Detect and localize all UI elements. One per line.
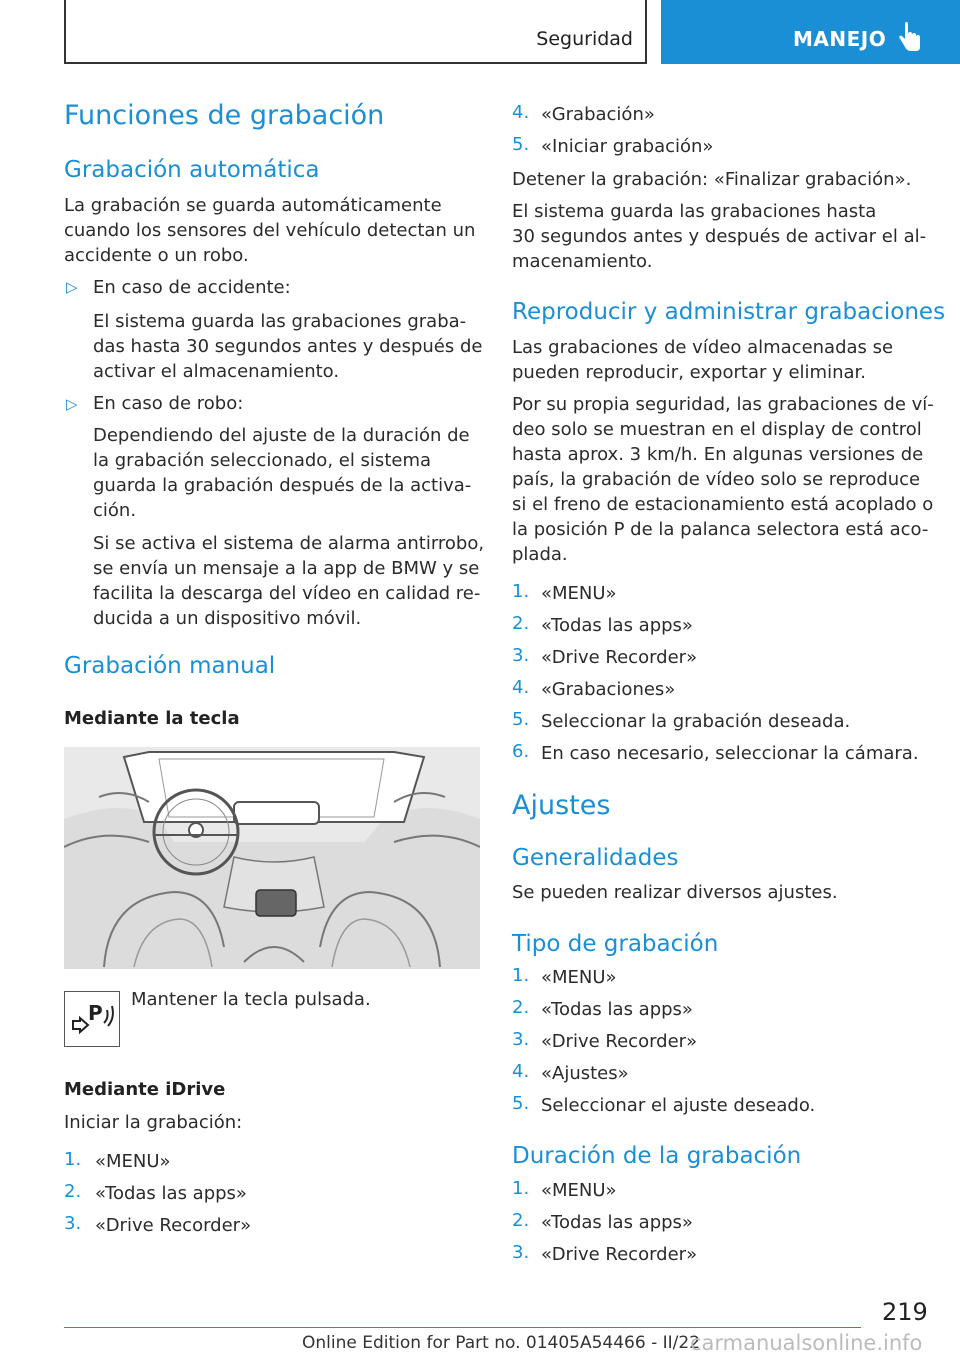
- dur-heading: Duración de la grabación: [512, 1143, 802, 1169]
- bullet-accident: En caso de accidente:: [93, 277, 291, 298]
- robbery-text: Dependiendo del ajuste de la duración de la grabación seleccionado, el sistema guarda la grabación después de la activa- ción.: [93, 425, 472, 521]
- watermark: carmanualsonline.info: [690, 1331, 923, 1355]
- sub-idrive: Mediante iDrive: [64, 1079, 226, 1100]
- step-number: 2.: [512, 1210, 530, 1231]
- step-text: «MENU»: [95, 1151, 171, 1172]
- general-heading: Generalidades: [512, 845, 679, 871]
- triangle-bullet-icon: ▷: [66, 395, 78, 413]
- step-text: «Drive Recorder»: [541, 1244, 698, 1265]
- step-number: 3.: [512, 1029, 530, 1050]
- section-tab: [64, 0, 647, 64]
- play-heading: Reproducir y administrar grabaciones: [512, 299, 946, 325]
- step-number: 5.: [512, 134, 530, 155]
- manual-heading: Grabación manual: [64, 653, 276, 679]
- step-number: 1.: [512, 965, 530, 986]
- edition-text: Online Edition for Part no. 01405A54466 - II/22: [302, 1333, 701, 1353]
- chapter-label: MANEJO: [793, 27, 887, 51]
- drive-recorder-button-icon: [64, 991, 120, 1047]
- svg-text:P: P: [88, 1001, 103, 1025]
- section-label: Seguridad: [536, 28, 633, 50]
- step-number: 3.: [512, 1242, 530, 1263]
- icon-note: Mantener la tecla pulsada.: [131, 989, 371, 1010]
- step-number: 5.: [512, 1093, 530, 1114]
- step-text: «MENU»: [541, 1180, 617, 1201]
- step-text: «Ajustes»: [541, 1063, 629, 1084]
- step-text: «MENU»: [541, 583, 617, 604]
- car-interior-illustration: [64, 747, 480, 969]
- step-text: «Todas las apps»: [541, 615, 693, 636]
- step-text: «Drive Recorder»: [541, 1031, 698, 1052]
- step-number: 1.: [512, 1178, 530, 1199]
- step-text: «Iniciar grabación»: [541, 136, 714, 157]
- step-text: «Todas las apps»: [541, 999, 693, 1020]
- play-intro: Las grabaciones de vídeo almacenadas se pueden reproducir, exportar y eliminar.: [512, 337, 894, 383]
- step-number: 2.: [512, 997, 530, 1018]
- step-number: 5.: [512, 709, 530, 730]
- step-text: «Todas las apps»: [95, 1183, 247, 1204]
- step-text: «Grabaciones»: [541, 679, 676, 700]
- accident-text: El sistema guarda las grabaciones graba- das hasta 30 segundos antes y después de activar el almacenamiento.: [93, 311, 483, 382]
- sub-tecla: Mediante la tecla: [64, 708, 240, 729]
- auto-heading: Grabación automática: [64, 157, 320, 183]
- page-number: 219: [882, 1298, 928, 1326]
- step-number: 4.: [512, 102, 530, 123]
- step-number: 3.: [64, 1213, 82, 1234]
- triangle-bullet-icon: ▷: [66, 278, 78, 296]
- chapter-tab[interactable]: [661, 0, 960, 64]
- stop-text: Detener la grabación: «Finalizar grabación».: [512, 169, 912, 190]
- play-note: Por su propia seguridad, las grabaciones de ví- deo solo se muestran en el display de control hasta aprox. 3 km/h. En algunas versiones de país, la grabación de vídeo solo se reproduce si el freno de estacionamiento está acoplado o la posición P de la palanca selectora está aco- plada.: [512, 394, 934, 565]
- step-text: Seleccionar la grabación deseada.: [541, 711, 851, 732]
- step-text: «Todas las apps»: [541, 1212, 693, 1233]
- page-title: Funciones de grabación: [64, 100, 385, 131]
- step-number: 4.: [512, 1061, 530, 1082]
- step-text: En caso necesario, seleccionar la cámara.: [541, 743, 919, 764]
- footer-divider: [64, 1327, 861, 1328]
- step-text: «MENU»: [541, 967, 617, 988]
- step-number: 3.: [512, 645, 530, 666]
- ajustes-title: Ajustes: [512, 790, 611, 821]
- step-number: 4.: [512, 677, 530, 698]
- step-number: 6.: [512, 741, 530, 762]
- alarm-text: Si se activa el sistema de alarma antirrobo, se envía un mensaje a la app de BMW y se facilita la descarga del vídeo en calidad re- ducida a un dispositivo móvil.: [93, 533, 485, 629]
- save-text: El sistema guarda las grabaciones hasta 30 segundos antes y después de activar el al- macenamiento.: [512, 201, 927, 272]
- step-number: 2.: [64, 1181, 82, 1202]
- steering-hand-icon: [897, 22, 923, 54]
- step-number: 1.: [64, 1149, 82, 1170]
- step-number: 2.: [512, 613, 530, 634]
- step-text: «Drive Recorder»: [541, 647, 698, 668]
- bullet-robbery: En caso de robo:: [93, 393, 244, 414]
- step-text: «Grabación»: [541, 104, 655, 125]
- tipo-heading: Tipo de grabación: [512, 931, 719, 957]
- start-text: Iniciar la grabación:: [64, 1112, 243, 1133]
- step-text: «Drive Recorder»: [95, 1215, 252, 1236]
- step-text: Seleccionar el ajuste deseado.: [541, 1095, 816, 1116]
- auto-intro: La grabación se guarda automáticamente cuando los sensores del vehículo detectan un accidente o un robo.: [64, 195, 476, 266]
- step-number: 1.: [512, 581, 530, 602]
- general-text: Se pueden realizar diversos ajustes.: [512, 882, 838, 903]
